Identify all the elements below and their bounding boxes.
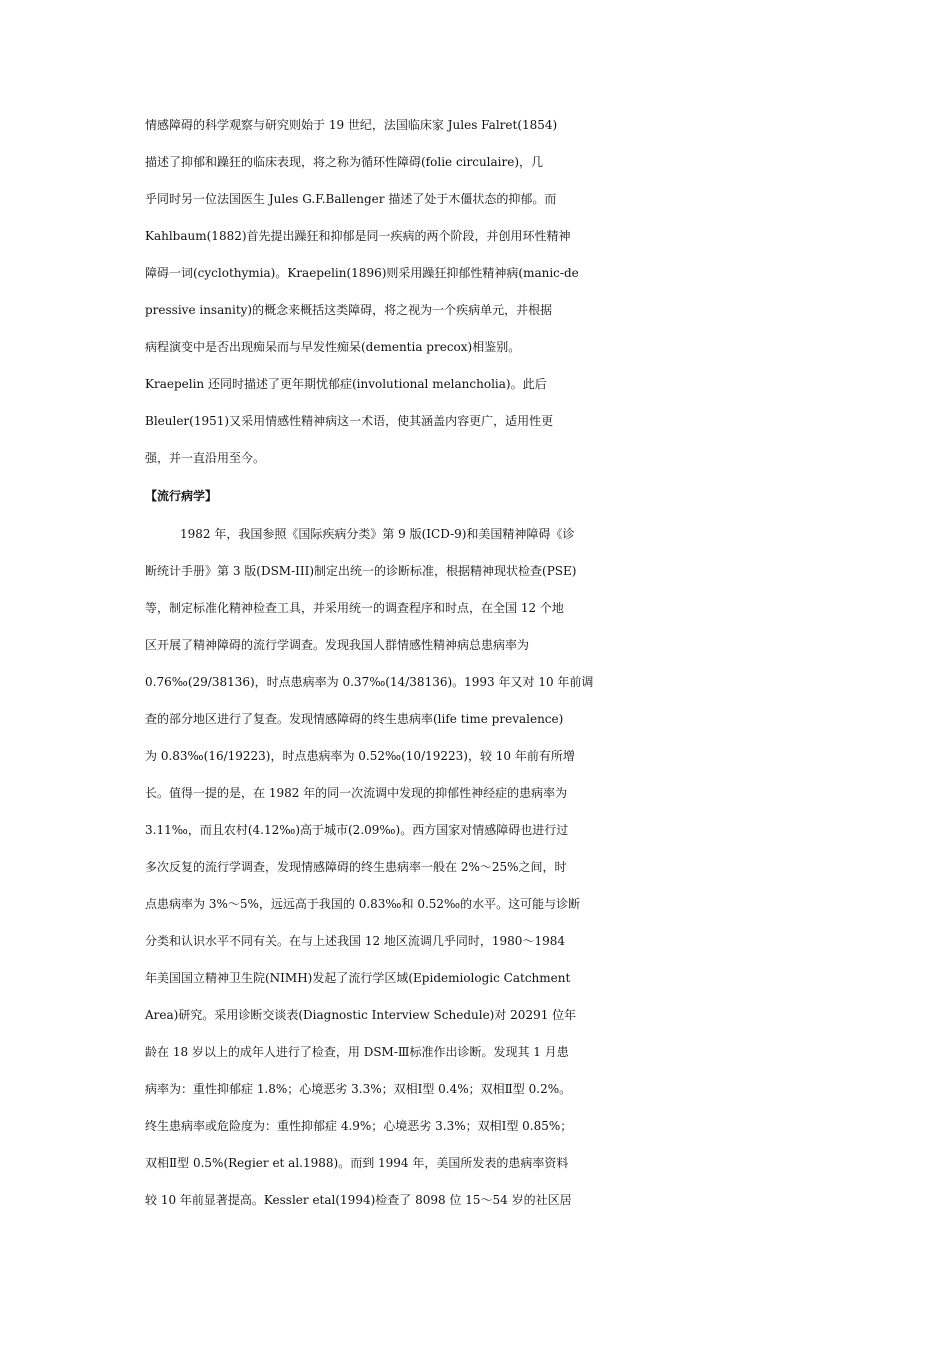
epi-line: 为 0.83‰(16/19223)，时点患病率为 0.52‰(10/19223)，较 10 年前有所增	[145, 749, 575, 763]
section-heading: 【流行病学】	[145, 489, 218, 503]
epi-line: 较 10 年前显著提高。Kessler etal(1994)检查了 8098 位 15～54 岁的社区居	[145, 1193, 572, 1207]
intro-line: 病程演变中是否出现痴呆而与早发性痴呆(dementia precox)相鉴别。	[145, 340, 521, 354]
intro-line: 障碍一词(cyclothymia)。Kraepelin(1896)则采用躁狂抑郁性精神病(manic-de	[145, 266, 579, 280]
epi-line: 病率为：重性抑郁症 1.8%；心境恶劣 3.3%；双相Ⅰ型 0.4%；双相Ⅱ型 0.2%。	[145, 1082, 572, 1096]
epi-line: 1982 年，我国参照《国际疾病分类》第 9 版(ICD-9)和美国精神障碍《诊	[180, 527, 575, 541]
epi-line: 区开展了精神障碍的流行学调查。发现我国人群情感性精神病总患病率为	[145, 638, 530, 652]
intro-line: 强，并一直沿用至今。	[145, 451, 266, 465]
intro-line: Bleuler(1951)又采用情感性精神病这一术语，使其涵盖内容更广，适用性更	[145, 414, 554, 428]
epi-line: 龄在 18 岁以上的成年人进行了检查，用 DSM-Ⅲ标准作出诊断。发现其 1 月患	[145, 1045, 569, 1059]
intro-line: pressive insanity)的概念来概括这类障碍，将之视为一个疾病单元，并根据	[145, 303, 553, 317]
intro-line: Kraepelin 还同时描述了更年期忧郁症(involutional melancholia)。此后	[145, 377, 547, 391]
epi-line: 点患病率为 3%～5%，远远高于我国的 0.83‰和 0.52‰的水平。这可能与诊断	[145, 897, 581, 911]
intro-line: Kahlbaum(1882)首先提出躁狂和抑郁是同一疾病的两个阶段，并创用环性精神	[145, 229, 571, 243]
epi-line: 断统计手册》第 3 版(DSM-III)制定出统一的诊断标准，根据精神现状检查(PSE)	[145, 564, 577, 578]
epi-line: 0.76‰(29/38136)，时点患病率为 0.37‰(14/38136)。1993 年又对 10 年前调	[145, 675, 594, 689]
intro-line: 情感障碍的科学观察与研究则始于 19 世纪，法国临床家 Jules Falret(1854)	[145, 118, 558, 132]
epi-line: 年美国国立精神卫生院(NIMH)发起了流行学区域(Epidemiologic Catchment	[145, 971, 571, 985]
epi-line: 3.11‰，而且农村(4.12‰)高于城市(2.09‰)。西方国家对情感障碍也进行过	[145, 823, 569, 837]
epi-line: 等，制定标准化精神检查工具，并采用统一的调查程序和时点，在全国 12 个地	[145, 601, 564, 615]
epi-line: 多次反复的流行学调查，发现情感障碍的终生患病率一般在 2%～25%之间，时	[145, 860, 567, 874]
epi-line: Area)研究。采用诊断交谈表(Diagnostic Interview Schedule)对 20291 位年	[145, 1008, 577, 1022]
intro-line: 乎同时另一位法国医生 Jules G.F.Ballenger 描述了处于木僵状态的抑郁。而	[145, 192, 557, 206]
epi-line: 双相Ⅱ型 0.5%(Regier et al.1988)。而到 1994 年，美国所发表的患病率资料	[145, 1156, 569, 1170]
intro-line: 描述了抑郁和躁狂的临床表现，将之称为循环性障碍(folie circulaire)，几	[145, 155, 544, 169]
epi-line: 终生患病率或危险度为：重性抑郁症 4.9%；心境恶劣 3.3%；双相Ⅰ型 0.85%；	[145, 1119, 573, 1133]
epi-line: 长。值得一提的是，在 1982 年的同一次流调中发现的抑郁性神经症的患病率为	[145, 786, 568, 800]
epi-line: 查的部分地区进行了复查。发现情感障碍的终生患病率(life time prevalence)	[145, 712, 564, 726]
epi-line: 分类和认识水平不同有关。在与上述我国 12 地区流调几乎同时，1980～1984	[145, 934, 565, 948]
